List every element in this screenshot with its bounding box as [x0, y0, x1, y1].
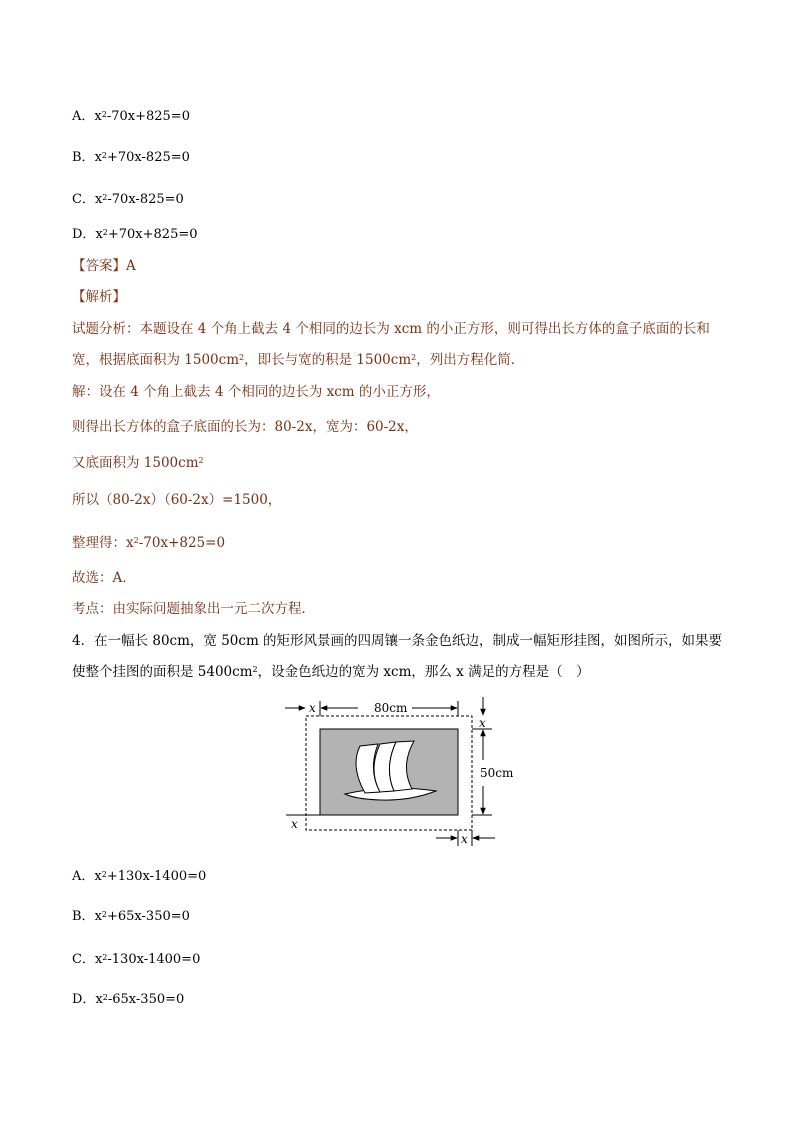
- q4-option-d: D．$x^2-65x-350=0$: [72, 992, 185, 1007]
- label-x-top: x: [309, 701, 316, 715]
- analysis-label: 【解析】: [72, 289, 126, 305]
- label-50cm: 50cm: [480, 766, 514, 780]
- q4-option-b: B．$x^2+65x-350=0$: [72, 909, 190, 924]
- q4-stem-line-1: 4．在一幅长 80cm，宽 50cm 的矩形风景画的四周镶一条金色纸边，制成一幅矩形挂图，如图所示，如果要: [72, 633, 723, 649]
- option-b: B．$x^2+70x-825=0$: [72, 150, 190, 165]
- analysis-line-2: 宽，根据底面积为 $1500cm^2$，即长与宽的积是 $1500cm^2$，列出方程化简．: [72, 352, 525, 368]
- option-c: C．$x^2-70x-825=0$: [72, 192, 184, 207]
- solution-line-6: 故选：A．: [72, 570, 136, 586]
- outer-frame: [306, 716, 472, 830]
- option-d: D．$x^2+70x+825=0$: [72, 227, 198, 242]
- label-x-right: x: [479, 716, 486, 730]
- solution-line-5: 整理得：$x^2-70x+825=0$: [72, 535, 226, 551]
- solution-line-2: 则得出长方体的盒子底面的长为：80-2x，宽为：60-2x，: [72, 419, 418, 435]
- solution-line-4: 所以（80-2x）（60-2x）=1500，: [72, 492, 282, 508]
- label-x-bottom: x: [461, 832, 468, 846]
- q4-stem-line-2: 使整个挂图的面积是 $5400cm^2$，设金色纸边的宽为 xcm，那么 x 满足的方程是（ ）: [72, 664, 590, 680]
- exam-point: 考点：由实际问题抽象出一元二次方程．: [72, 601, 315, 617]
- solution-line-3: 又底面积为 $1500cm^2$: [72, 455, 204, 471]
- label-x-left: x: [291, 817, 298, 831]
- solution-line-1: 解：设在 4 个角上截去 4 个相同的边长为 xcm 的小正方形，: [72, 384, 440, 400]
- label-80cm: 80cm: [374, 701, 408, 715]
- q4-option-a: A．$x^2+130x-1400=0$: [72, 869, 207, 884]
- q4-option-c: C．$x^2-130x-1400=0$: [72, 952, 201, 967]
- boat-drawing: [345, 741, 436, 800]
- painting: [320, 729, 458, 815]
- answer-line: 【答案】A: [72, 258, 136, 274]
- analysis-line-1: 试题分析：本题设在 4 个角上截去 4 个相同的边长为 xcm 的小正方形，则可得出长方体的盒子底面的长和: [72, 321, 710, 337]
- option-a: A．$x^2-70x+825=0$: [72, 109, 190, 124]
